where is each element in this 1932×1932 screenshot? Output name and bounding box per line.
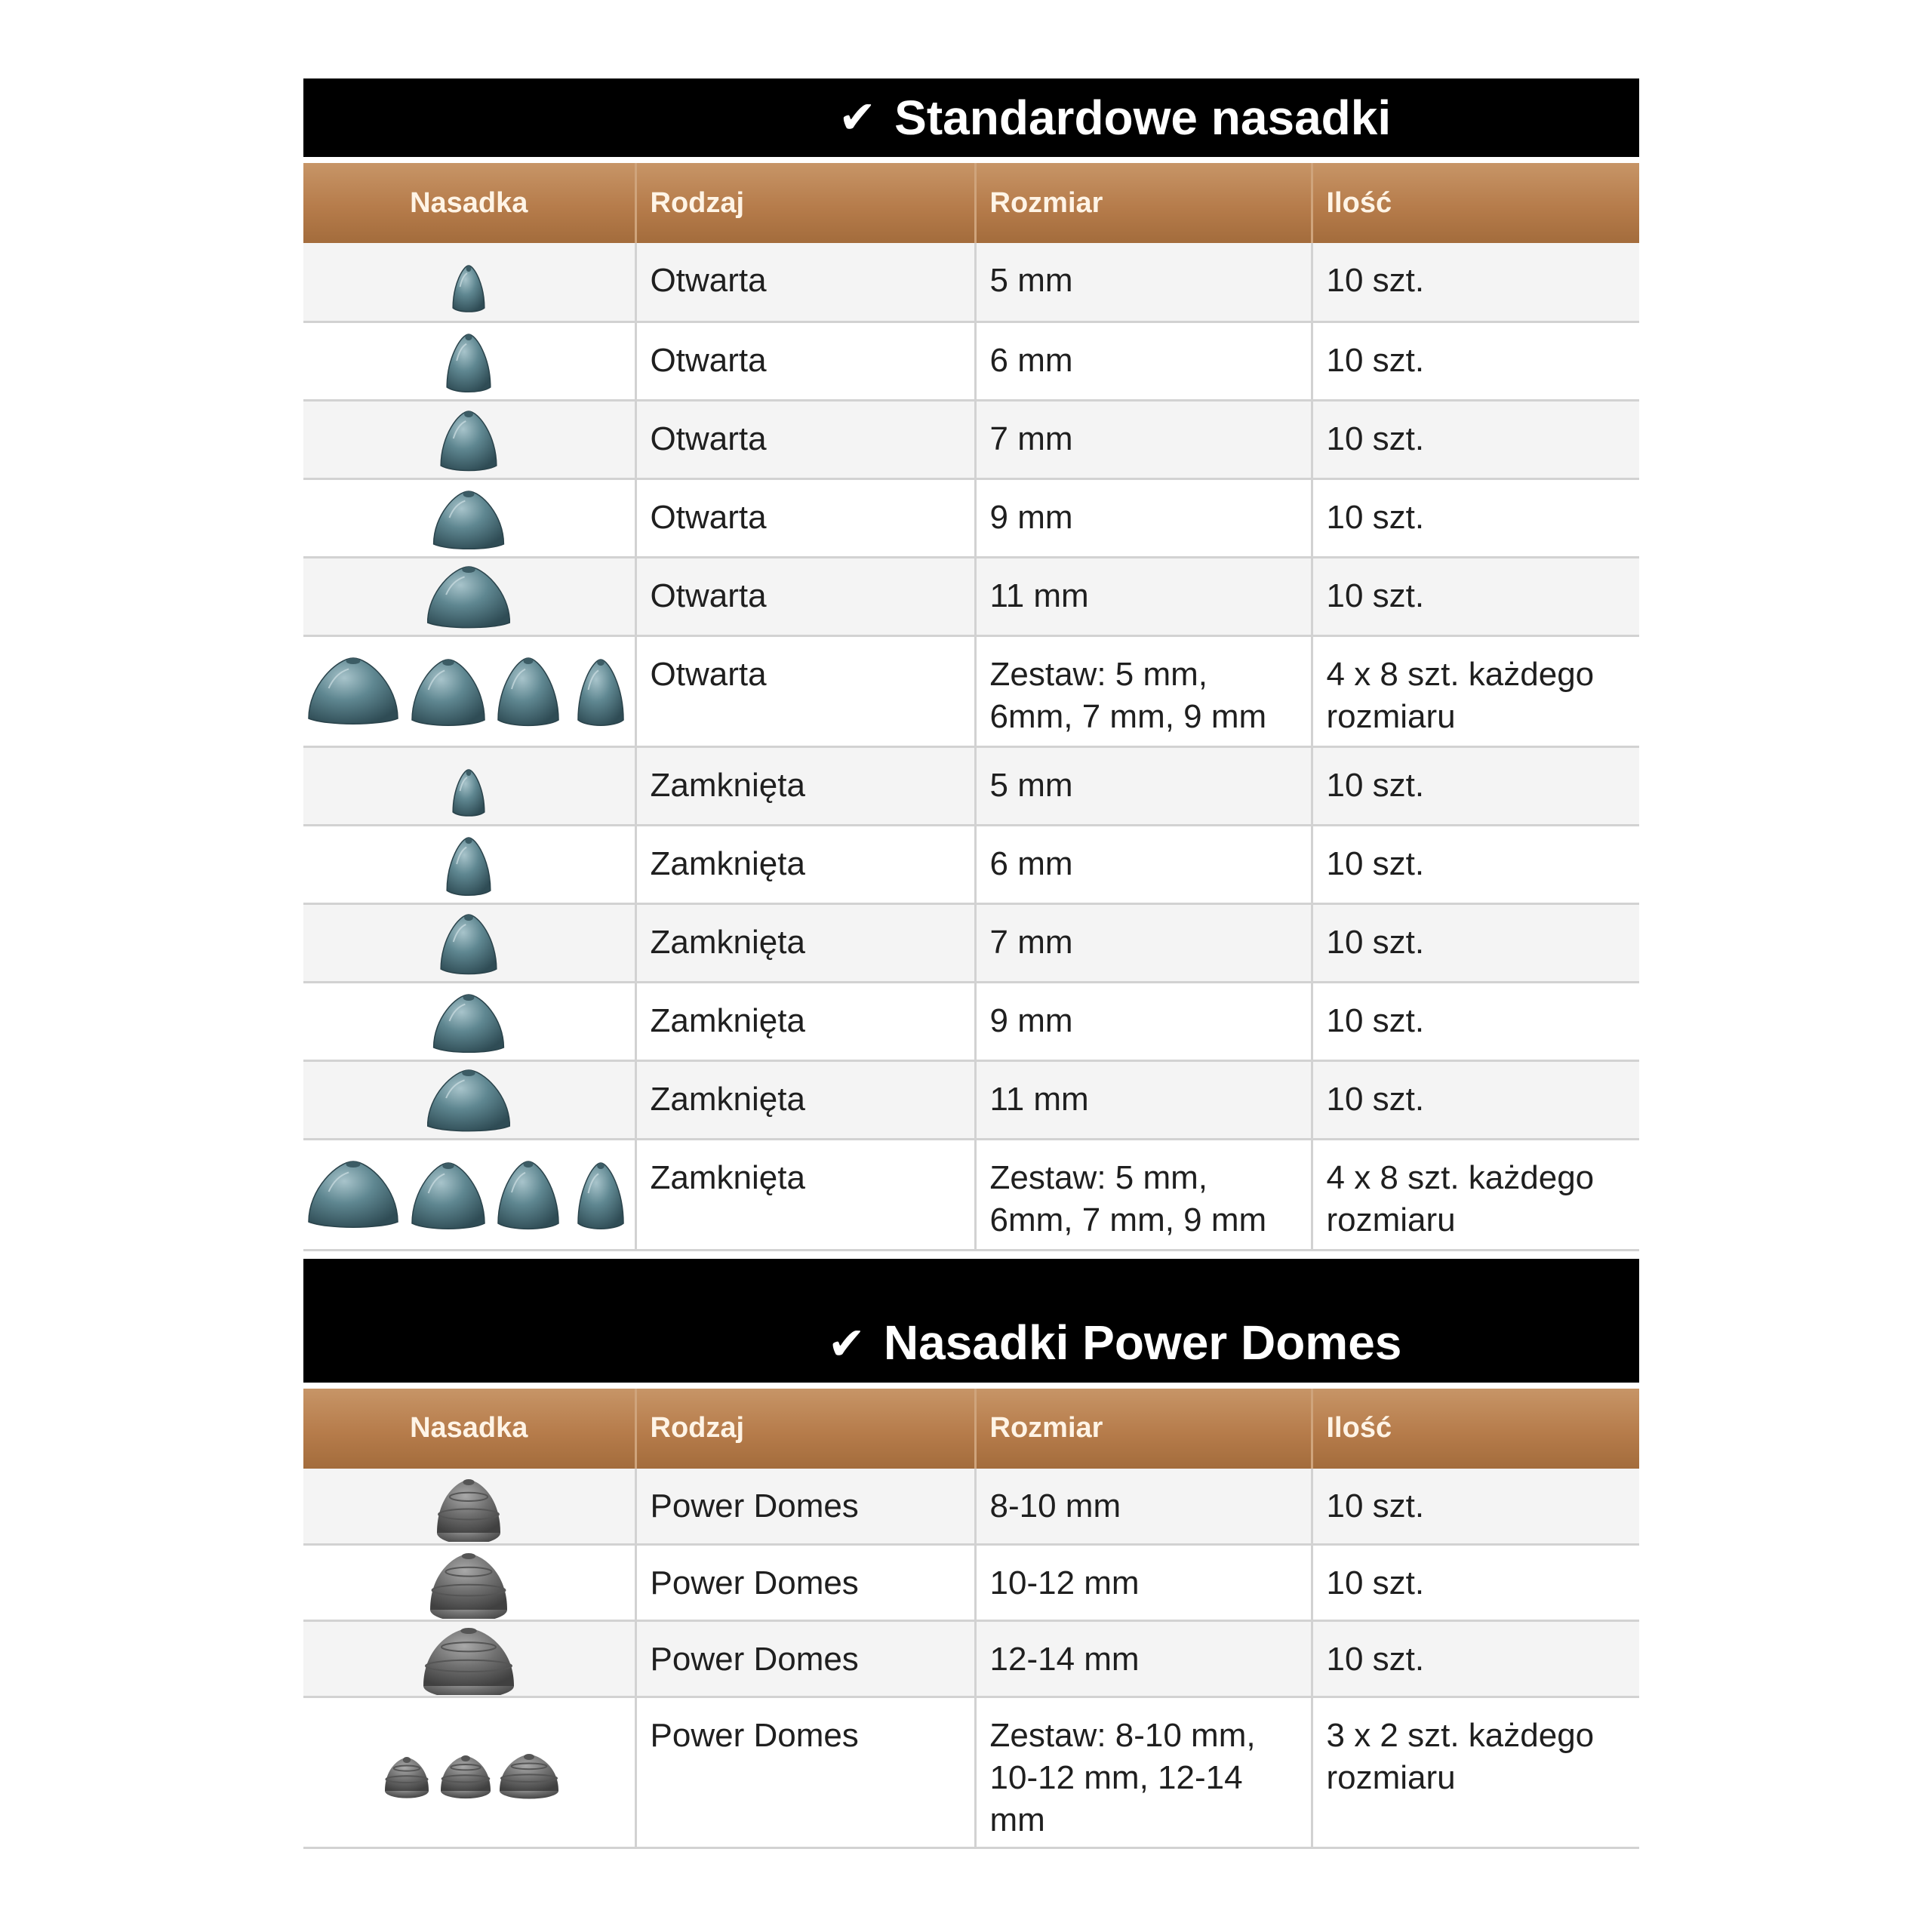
cell-rozmiar: 9 mm xyxy=(975,982,1312,1060)
open-dome-6mm-icon xyxy=(303,321,635,400)
cell-rodzaj: Zamknięta xyxy=(635,982,975,1060)
cell-rodzaj: Zamknięta xyxy=(635,1139,975,1250)
table-row xyxy=(303,903,1639,982)
header-ilosc: Ilość xyxy=(1312,163,1639,243)
standard-section-title xyxy=(303,78,1639,157)
cell-ilosc: 10 szt. xyxy=(1312,1469,1639,1545)
page-container xyxy=(303,78,1639,1849)
cell-rodzaj: Otwarta xyxy=(635,321,975,400)
closed-dome-6mm-icon xyxy=(303,825,635,903)
standard-title-text: Standardowe nasadki xyxy=(894,91,1392,145)
cell-rozmiar: 10-12 mm xyxy=(975,1545,1312,1621)
closed-dome-set-icon xyxy=(303,1139,635,1250)
cell-rozmiar: 9 mm xyxy=(975,478,1312,557)
header-rozmiar: Rozmiar xyxy=(975,1389,1312,1469)
table-row xyxy=(303,557,1639,635)
cell-ilosc: 10 szt. xyxy=(1312,746,1639,825)
cell-rodzaj: Otwarta xyxy=(635,478,975,557)
closed-dome-11mm-icon xyxy=(303,1060,635,1139)
divider xyxy=(303,1383,1639,1389)
header-nasadka: Nasadka xyxy=(303,163,635,243)
cell-rodzaj: Otwarta xyxy=(635,400,975,478)
cell-rodzaj: Zamknięta xyxy=(635,1060,975,1139)
cell-rozmiar: 5 mm xyxy=(975,746,1312,825)
table-row xyxy=(303,478,1639,557)
cell-rodzaj: Otwarta xyxy=(635,243,975,321)
cell-ilosc: 10 szt. xyxy=(1312,1060,1639,1139)
cell-ilosc: 10 szt. xyxy=(1312,982,1639,1060)
power-table xyxy=(303,1389,1639,1850)
header-rodzaj: Rodzaj xyxy=(635,1389,975,1469)
cell-rodzaj: Power Domes xyxy=(635,1469,975,1545)
cell-rozmiar: Zestaw: 5 mm, 6mm, 7 mm, 9 mm xyxy=(975,1139,1312,1250)
cell-ilosc: 4 x 8 szt. każdego rozmiaru xyxy=(1312,1139,1639,1250)
table-row xyxy=(303,1469,1639,1545)
table-row xyxy=(303,982,1639,1060)
power-dome-8-10-icon xyxy=(303,1469,635,1545)
power-dome-set-icon xyxy=(303,1697,635,1848)
cell-ilosc: 10 szt. xyxy=(1312,1545,1639,1621)
cell-rodzaj: Zamknięta xyxy=(635,825,975,903)
table-row xyxy=(303,746,1639,825)
cell-rozmiar: 6 mm xyxy=(975,321,1312,400)
open-dome-11mm-icon xyxy=(303,557,635,635)
divider xyxy=(303,157,1639,163)
table-row xyxy=(303,243,1639,321)
check-icon: ✔ xyxy=(838,92,877,143)
header-rodzaj: Rodzaj xyxy=(635,163,975,243)
cell-rodzaj: Otwarta xyxy=(635,557,975,635)
table-row xyxy=(303,400,1639,478)
header-nasadka: Nasadka xyxy=(303,1389,635,1469)
table-row xyxy=(303,1621,1639,1697)
closed-dome-5mm-icon xyxy=(303,746,635,825)
power-title-text: Nasadki Power Domes xyxy=(883,1315,1402,1370)
table-header-row xyxy=(303,163,1639,243)
header-rozmiar: Rozmiar xyxy=(975,163,1312,243)
closed-dome-7mm-icon xyxy=(303,903,635,982)
cell-rozmiar: 11 mm xyxy=(975,557,1312,635)
table-header-row xyxy=(303,1389,1639,1469)
header-ilosc: Ilość xyxy=(1312,1389,1639,1469)
cell-rozmiar: 8-10 mm xyxy=(975,1469,1312,1545)
cell-ilosc: 3 x 2 szt. każdego rozmiaru xyxy=(1312,1697,1639,1848)
table-row xyxy=(303,1060,1639,1139)
table-row xyxy=(303,1697,1639,1848)
cell-rodzaj: Zamknięta xyxy=(635,903,975,982)
cell-ilosc: 10 szt. xyxy=(1312,557,1639,635)
cell-ilosc: 10 szt. xyxy=(1312,321,1639,400)
power-section-title xyxy=(303,1259,1639,1383)
cell-rozmiar: 7 mm xyxy=(975,903,1312,982)
cell-rozmiar: Zestaw: 8-10 mm, 10-12 mm, 12-14 mm xyxy=(975,1697,1312,1848)
open-dome-7mm-icon xyxy=(303,400,635,478)
cell-rodzaj: Power Domes xyxy=(635,1697,975,1848)
closed-dome-9mm-icon xyxy=(303,982,635,1060)
open-dome-5mm-icon xyxy=(303,243,635,321)
cell-rozmiar: 5 mm xyxy=(975,243,1312,321)
cell-ilosc: 10 szt. xyxy=(1312,903,1639,982)
power-dome-10-12-icon xyxy=(303,1545,635,1621)
cell-rozmiar: 6 mm xyxy=(975,825,1312,903)
table-row xyxy=(303,1139,1639,1250)
cell-ilosc: 10 szt. xyxy=(1312,478,1639,557)
cell-rodzaj: Power Domes xyxy=(635,1545,975,1621)
open-dome-9mm-icon xyxy=(303,478,635,557)
cell-rodzaj: Otwarta xyxy=(635,635,975,746)
table-row xyxy=(303,635,1639,746)
standard-table xyxy=(303,163,1639,1251)
cell-rozmiar: 12-14 mm xyxy=(975,1621,1312,1697)
cell-rozmiar: 11 mm xyxy=(975,1060,1312,1139)
cell-rodzaj: Zamknięta xyxy=(635,746,975,825)
cell-rozmiar: 7 mm xyxy=(975,400,1312,478)
cell-ilosc: 10 szt. xyxy=(1312,825,1639,903)
table-row xyxy=(303,825,1639,903)
cell-ilosc: 10 szt. xyxy=(1312,400,1639,478)
cell-rozmiar: Zestaw: 5 mm, 6mm, 7 mm, 9 mm xyxy=(975,635,1312,746)
cell-ilosc: 4 x 8 szt. każdego rozmiaru xyxy=(1312,635,1639,746)
open-dome-set-icon xyxy=(303,635,635,746)
cell-ilosc: 10 szt. xyxy=(1312,243,1639,321)
cell-ilosc: 10 szt. xyxy=(1312,1621,1639,1697)
check-icon: ✔ xyxy=(827,1318,866,1369)
cell-rodzaj: Power Domes xyxy=(635,1621,975,1697)
table-row xyxy=(303,321,1639,400)
table-row xyxy=(303,1545,1639,1621)
power-dome-12-14-icon xyxy=(303,1621,635,1697)
